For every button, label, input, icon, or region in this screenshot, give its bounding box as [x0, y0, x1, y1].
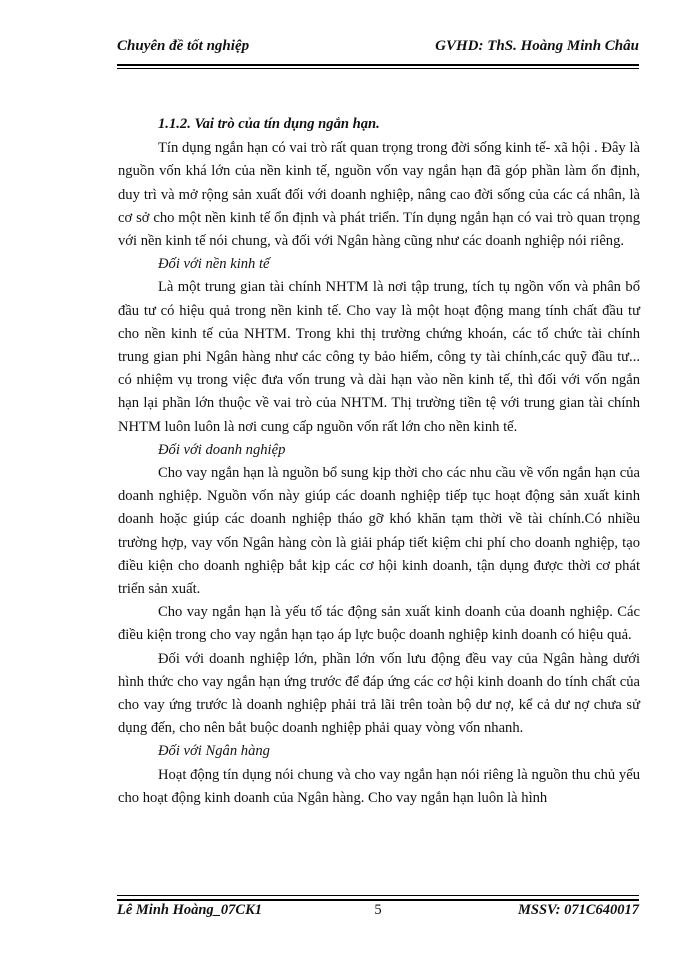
paragraph: Hoạt động tín dụng nói chung và cho vay ngắn hạn nói riêng là nguồn thu chủ yếu cho hoạt động kinh doanh của Ngân hàng. Cho vay ngắn hạn luôn là hình	[118, 766, 640, 806]
footer-rule	[117, 899, 639, 901]
page-footer	[117, 902, 639, 922]
subheading-economy: Đối với nền kinh tế	[158, 256, 270, 273]
paragraph: Là một trung gian tài chính NHTM là nơi tập trung, tích tụ ngồn vốn và phân bổ đầu tư có hiệu quả trong nền kinh tế. Cho vay là một hoạt động mang tính chất đầu tư cho nền kinh tế của NHTM. Trong khi thị trường chứng khoán, các tổ chức tài chính trung gian phi Ngân hàng như các công ty bảo hiểm, công ty tài chính,các quỹ đầu tư... có nhiệm vụ trong việc đưa vốn trung và dài hạn vào nền kinh tế, thì đối với vốn ngắn hạn lại phần lớn thuộc về vai trò của NHTM. Thị trường tiền tệ với trung gian tài chính NHTM luôn luôn là nơi cung cấp nguồn vốn rất lớn cho nền kinh tế.	[118, 279, 640, 435]
footer-student-id: MSSV: 071C640017	[518, 902, 639, 918]
paragraph: Đối với doanh nghiệp lớn, phần lớn vốn lưu động đều vay của Ngân hàng dưới hình thức cho vay ngắn hạn ứng trước để đáp ứng các cơ hội kinh doanh do tính chất của cho vay ứng trước là doanh nghiệp phải trả lãi trên toàn bộ dư nợ, kể cả dư nợ chưa sử dụng đến, cho nên bắt buộc doanh nghiệp phải quay vòng vốn nhanh.	[118, 650, 640, 737]
subheading-enterprise: Đối với doanh nghiệp	[158, 441, 286, 458]
page-number: 5	[374, 902, 382, 918]
footer-author: Lê Minh Hoàng_07CK1	[117, 902, 263, 918]
subheading-bank: Đối với Ngân hàng	[158, 743, 270, 760]
header-rule-thin	[117, 68, 639, 69]
paragraph: Tín dụng ngắn hạn có vai trò rất quan trọng trong đời sống kinh tế- xã hội . Đây là nguồn vốn khá lớn của nền kinh tế, nguồn vốn vay ngắn hạn đã góp phần làm ổn định, duy trì và mở rộng sản xuất đối với doanh nghiệp, nâng cao đời sống của các cá nhân, là cơ sở cho một nền kinh tế ổn định và phát triển. Tín dụng ngắn hạn có vai trò quan trọng với nền kinh tế nói chung, và đối với Ngân hàng cũng như các doanh nghiệp nói riêng.	[118, 140, 640, 250]
header-advisor: GVHD: ThS. Hoàng Minh Châu	[435, 38, 639, 54]
footer-rule-thin	[117, 895, 639, 896]
paragraph: Cho vay ngắn hạn là nguồn bổ sung kịp thời cho các nhu cầu về vốn ngắn hạn của doanh nghiệp. Nguồn vốn này giúp các doanh nghiệp tiếp tục hoạt động sản xuất kinh doanh hoặc giúp các doanh nghiệp tháo gỡ khó khăn tạm thời về tài chính.Có nhiều trường hợp, vay vốn Ngân hàng còn là giải pháp tiết kiệm chi phí cho doanh nghiệp, tạo điều kiện cho doanh nghiệp bắt kịp các cơ hội kinh doanh, tận dụng được thời cơ phát triển sản xuất.	[118, 465, 640, 598]
page-header	[117, 38, 639, 55]
section-heading: 1.1.2. Vai trò của tín dụng ngắn hạn.	[158, 116, 380, 132]
header-rule	[117, 64, 639, 66]
page-content	[118, 113, 640, 810]
paragraph: Cho vay ngắn hạn là yếu tố tác động sản xuất kinh doanh của doanh nghiệp. Các điều kiện trong cho vay ngắn hạn tạo áp lực buộc doanh nghiệp kinh doanh có hiệu quả.	[118, 604, 640, 644]
header-thesis-title: Chuyên đề tốt nghiệp	[117, 38, 250, 54]
